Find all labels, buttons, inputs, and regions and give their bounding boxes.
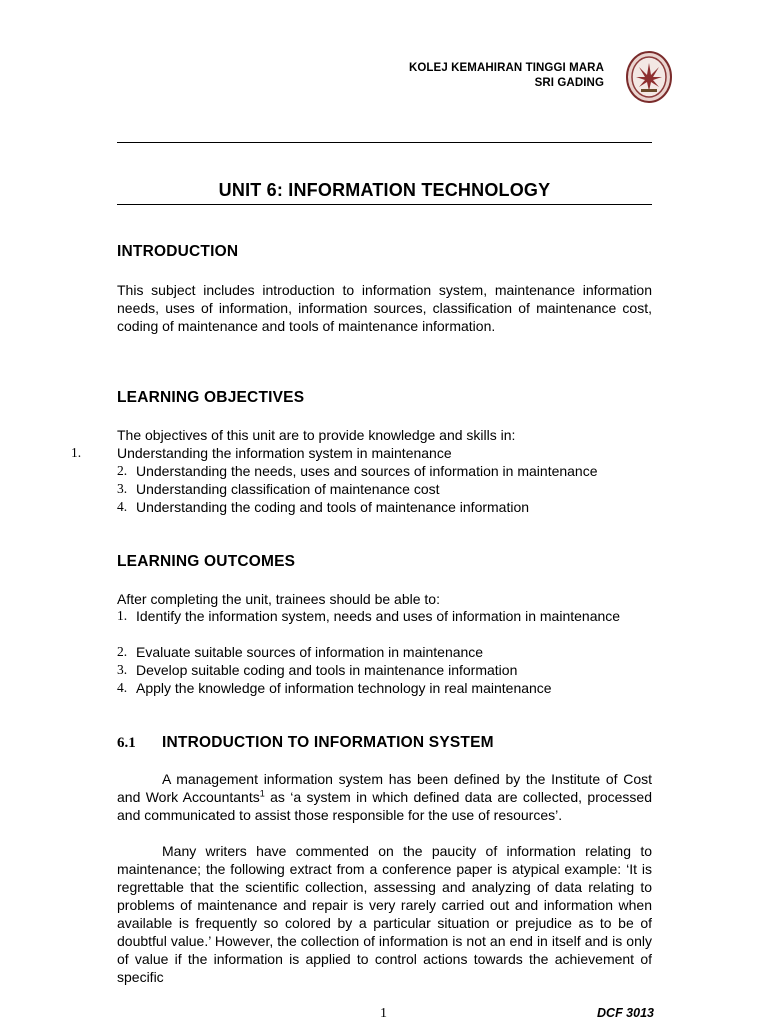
objective-item: Understanding the information system in maintenance	[117, 445, 452, 461]
paragraph-text: A management information system has been defined by the Institute of Cost and Work Accountants	[117, 771, 652, 805]
objective-item: Understanding the needs, uses and sources of information in maintenance	[136, 463, 598, 479]
section-number: 6.1	[117, 735, 136, 751]
header-divider	[117, 142, 652, 143]
objective-number: 3.	[117, 481, 128, 496]
institution-name: KOLEJ KEMAHIRAN TINGGI MARA	[408, 62, 604, 74]
title-underline	[117, 204, 652, 205]
page-number: 1	[380, 1006, 387, 1021]
objectives-heading: LEARNING OBJECTIVES	[117, 389, 305, 406]
outcomes-lead: After completing the unit, trainees should be able to:	[117, 591, 440, 607]
outcome-item: Evaluate suitable sources of information in maintenance	[136, 644, 484, 660]
paragraph-text: as ‘a system in which defined data are collected, processed and communicated to assist those responsible for the use of resources’.	[117, 789, 652, 823]
outcomes-heading: LEARNING OUTCOMES	[117, 553, 296, 570]
section-paragraph-1	[117, 770, 652, 824]
outcome-number: 4.	[117, 680, 128, 695]
outcome-item: Develop suitable coding and tools in maintenance information	[136, 662, 518, 678]
outcome-number: 2.	[117, 644, 128, 659]
objective-item: Understanding classification of maintenance cost	[136, 481, 440, 497]
objective-number: 1.	[71, 445, 82, 460]
institution-header	[409, 61, 604, 91]
outcome-item: Apply the knowledge of information technology in real maintenance	[136, 680, 552, 696]
course-code: DCF 3013	[597, 1006, 654, 1020]
institution-campus: SRI GADING	[534, 77, 604, 89]
college-logo-icon	[626, 51, 672, 103]
outcome-item: Identify the information system, needs and uses of information in maintenance	[136, 608, 621, 624]
outcome-number: 1.	[117, 608, 128, 623]
unit-title: UNIT 6: INFORMATION TECHNOLOGY	[218, 180, 551, 200]
objective-number: 2.	[117, 463, 128, 478]
introduction-heading: INTRODUCTION	[117, 243, 239, 260]
outcome-number: 3.	[117, 662, 128, 677]
footnote-marker: 1	[259, 788, 265, 799]
section-paragraph-2: Many writers have commented on the paucity of information relating to maintenance; the following extract from a conference paper is atypical example: ‘It is regrettable that the scientific collection, assessing and analyzing of data relating to problems of maintenance and repair is very rarely carried out and information when available is frequently so colored by a particular situation or prejudice as to be of doubtful value.’ However, the collection of information is not an end in itself and is only of value if the information is applied to control actions towards the achievement of specific	[117, 843, 652, 985]
objective-item: Understanding the coding and tools of maintenance information	[136, 499, 530, 515]
objective-number: 4.	[117, 499, 128, 514]
section-heading: INTRODUCTION TO INFORMATION SYSTEM	[162, 734, 494, 751]
objectives-lead: The objectives of this unit are to provide knowledge and skills in:	[117, 427, 516, 443]
introduction-text: This subject includes introduction to information system, maintenance information needs, uses of information, information sources, classification of maintenance cost, coding of maintenance and tools of maintenance information.	[117, 282, 652, 334]
